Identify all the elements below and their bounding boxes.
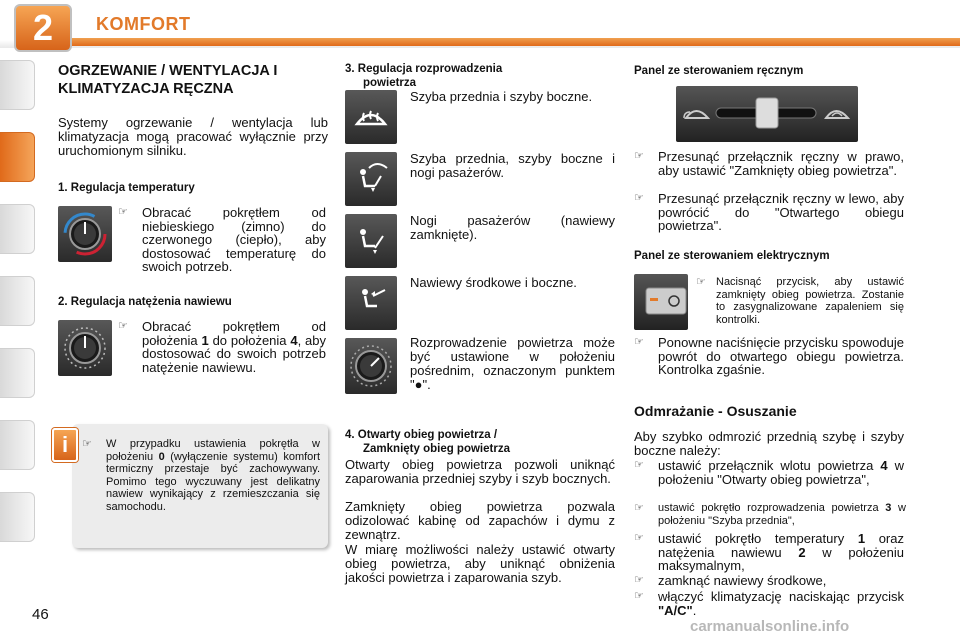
temperature-text: Obracać pokrętłem od niebieskiego (zimno) do czerwonego (ciepło), aby dostosować temperaturę do swoich potrzeb. (142, 205, 326, 274)
defrost-b2-a: ustawić pokrętło rozprowadzenia powietrza (658, 502, 886, 514)
info-icon: i (52, 428, 78, 462)
bullet-mark: ☞ (118, 206, 128, 218)
distribution-option-1: Szyba przednia i szyby boczne. (410, 89, 593, 104)
temperature-bullet (118, 206, 326, 274)
electric-panel-heading: Panel ze sterowaniem elektrycznym (634, 250, 830, 262)
bullet-mark: ☞ (82, 438, 92, 450)
defrost-b3-b: oraz natężenia nawiewu (658, 531, 904, 560)
fan-knob-icon (58, 320, 112, 376)
defrost-b3-num1: 1 (857, 531, 866, 546)
electric-bullet-2 (634, 336, 904, 377)
temperature-heading: 1. Regulacja temperatury (58, 182, 195, 194)
bullet-mark: ☞ (696, 276, 706, 288)
defrost-bullet-4 (634, 574, 904, 588)
fan-text-b: do położenia (208, 332, 291, 348)
defrost-b3-a: ustawić pokrętło temperatury (658, 531, 858, 546)
bullet-mark: ☞ (634, 150, 644, 162)
defrost-b2-b: w położeniu "Szyba przednia", (658, 502, 906, 527)
defrost-bullet-4-text: zamknąć nawiewy środkowe, (658, 573, 827, 588)
temperature-knob-icon (58, 206, 112, 262)
defrost-b3-num2: 2 (798, 544, 806, 560)
fan-text-c: , aby dostosować do swoich potrzeb natężenie nawiewu. (142, 332, 326, 375)
chapter-number-badge: 2 (14, 4, 72, 52)
electric-bullet-1-text: Nacisnąć przycisk, aby ustawić zamknięty obieg powietrza. Zostanie to zasygnalizowane zapaleniem się kontrolki. (716, 276, 904, 326)
recirculation-heading-line2: Zamknięty obieg powietrza (363, 443, 510, 455)
bullet-mark: ☞ (634, 590, 644, 602)
recirculation-paragraph-3: W miarę możliwości należy ustawić otwarty obieg powietrza, aby uniknąć obniżenia jakości powietrza i zaparowania szyb. (345, 542, 615, 585)
chapter-title: KOMFORT (96, 14, 191, 34)
bullet-mark: ☞ (118, 320, 128, 332)
defrost-bullet-2 (634, 502, 906, 527)
fan-bullet (118, 320, 326, 374)
defrost-b1-b: w położeniu "Otwarty obieg powietrza", (658, 458, 904, 487)
defrost-bullet-1-text (634, 459, 904, 486)
defrost-intro: Aby szybko odmrozić przednią szybę i szyby boczne należy: (634, 429, 904, 458)
defrost-bullet-3 (634, 532, 904, 573)
manual-bullet-2-text: Przesunąć przełącznik ręczny w lewo, aby powrócić do "Otwartego obiegu powietrza". (658, 191, 904, 233)
recirculation-button-icon (634, 274, 688, 330)
info-text (82, 438, 320, 513)
bullet-mark: ☞ (634, 459, 644, 471)
bullet-mark: ☞ (634, 574, 644, 586)
electric-bullet-1 (696, 276, 904, 326)
windscreen-defrost-icon (345, 90, 397, 144)
info-text-a: W przypadku ustawienia pokrętła w położeniu (106, 438, 320, 463)
defrost-bullet-2-text (634, 502, 906, 527)
defrost-b3-c: w położeniu maksymalnym, (658, 544, 904, 573)
defrost-b5-a: włączyć klimatyzację naciskając przycisk (658, 589, 904, 604)
info-bullet (82, 438, 320, 513)
distribution-option-5-a: Rozprowadzenie powietrza może być ustawione w położeniu pośrednim, oznaczonym punktem " (410, 335, 615, 392)
side-tab-4[interactable] (0, 276, 35, 326)
manual-bullet-2 (634, 192, 904, 233)
electric-bullet-2-text: Ponowne naciśnięcie przycisku spowoduje powrót do otwartego obiegu powietrza. Kontrolka zgaśnie. (658, 335, 904, 377)
defrost-bullet-5 (634, 590, 904, 617)
feet-vent-icon (345, 214, 397, 268)
section-title (58, 62, 338, 98)
distribution-heading (345, 62, 605, 90)
defrost-b1-num: 4 (880, 458, 888, 473)
defrost-bullet-3-text (634, 532, 904, 573)
side-tab-3[interactable] (0, 204, 35, 254)
fan-text-a: Obracać pokrętłem od położenia (142, 319, 326, 348)
side-tab-7[interactable] (0, 492, 35, 542)
side-tab-6[interactable] (0, 420, 35, 470)
fan-num2: 4 (290, 332, 298, 348)
side-tab-1[interactable] (0, 60, 35, 110)
side-tab-2-active[interactable] (0, 132, 35, 182)
distribution-option-2: Szyba przednia, szyby boczne i nogi pasażerów. (410, 151, 615, 180)
defrost-bullet-1 (634, 459, 904, 486)
defrost-b5-b: . (692, 602, 697, 618)
recirculation-heading (345, 428, 615, 456)
distribution-heading-line1: 3. Regulacja rozprowadzenia (345, 63, 503, 75)
distribution-option-5 (410, 336, 615, 392)
recirculation-slider-icon (676, 86, 858, 142)
manual-bullet-1-text: Przesunąć przełącznik ręczny w prawo, aby ustawić "Zamknięty obieg powietrza". (658, 149, 904, 178)
side-tabs (0, 60, 40, 590)
page-number: 46 (32, 606, 49, 623)
watermark: carmanualsonline.info (690, 618, 850, 635)
face-vent-icon (345, 276, 397, 330)
info-text-b: (wyłączenie systemu) komfort termiczny przestaje być zachowywany. Pomimo tego wyczuwany jest delikatny nawiew wynikający z rzemieszczania się samochodu. (106, 450, 320, 513)
recirculation-paragraph-1: Otwarty obieg powietrza pozwoli uniknąć zaparowania przedniej szyby i szyb bocznych. (345, 457, 615, 486)
defrost-b2-num: 3 (885, 502, 892, 514)
side-tab-5[interactable] (0, 348, 35, 398)
defrost-heading: Odmrażanie - Osuszanie (634, 403, 797, 419)
header-accent-line (70, 38, 960, 46)
fan-num1: 1 (201, 332, 209, 348)
distribution-dot: ● (414, 377, 423, 392)
distribution-option-3: Nogi pasażerów (nawiewy zamknięte). (410, 213, 615, 242)
bullet-mark: ☞ (634, 192, 644, 204)
defrost-bullet-5-text (634, 590, 904, 617)
recirculation-heading-line1: 4. Otwarty obieg powietrza / (345, 429, 498, 441)
defrost-b5-bold: "A/C" (658, 602, 693, 618)
bullet-mark: ☞ (634, 532, 644, 544)
recirculation-paragraph-2: Zamknięty obieg powietrza pozwala odizolować kabinę od zapachów i dymu z zewnątrz. (345, 499, 615, 542)
defrost-b1-a: ustawić przełącznik wlotu powietrza (658, 458, 881, 473)
manual-panel-heading: Panel ze sterowaniem ręcznym (634, 65, 804, 77)
distribution-option-4: Nawiewy środkowe i boczne. (410, 275, 577, 290)
windscreen-feet-icon (345, 152, 397, 206)
fan-text (118, 320, 326, 374)
section-title-line2: KLIMATYZACJA RĘCZNA (58, 81, 234, 97)
intro-paragraph: Systemy ogrzewanie / wentylacja lub klimatyzacja mogą pracować wyłącznie przy uruchomionym silniku. (58, 115, 328, 158)
manual-bullet-1 (634, 150, 904, 177)
bullet-mark: ☞ (634, 502, 644, 514)
distribution-heading-line2: powietrza (363, 77, 417, 89)
bullet-mark: ☞ (634, 336, 644, 348)
distribution-knob-icon (345, 338, 397, 394)
info-num: 0 (158, 450, 165, 463)
fan-heading: 2. Regulacja natężenia nawiewu (58, 296, 232, 308)
section-title-line1: OGRZEWANIE / WENTYLACJA I (58, 63, 278, 79)
distribution-option-5-b: ". (422, 377, 431, 392)
